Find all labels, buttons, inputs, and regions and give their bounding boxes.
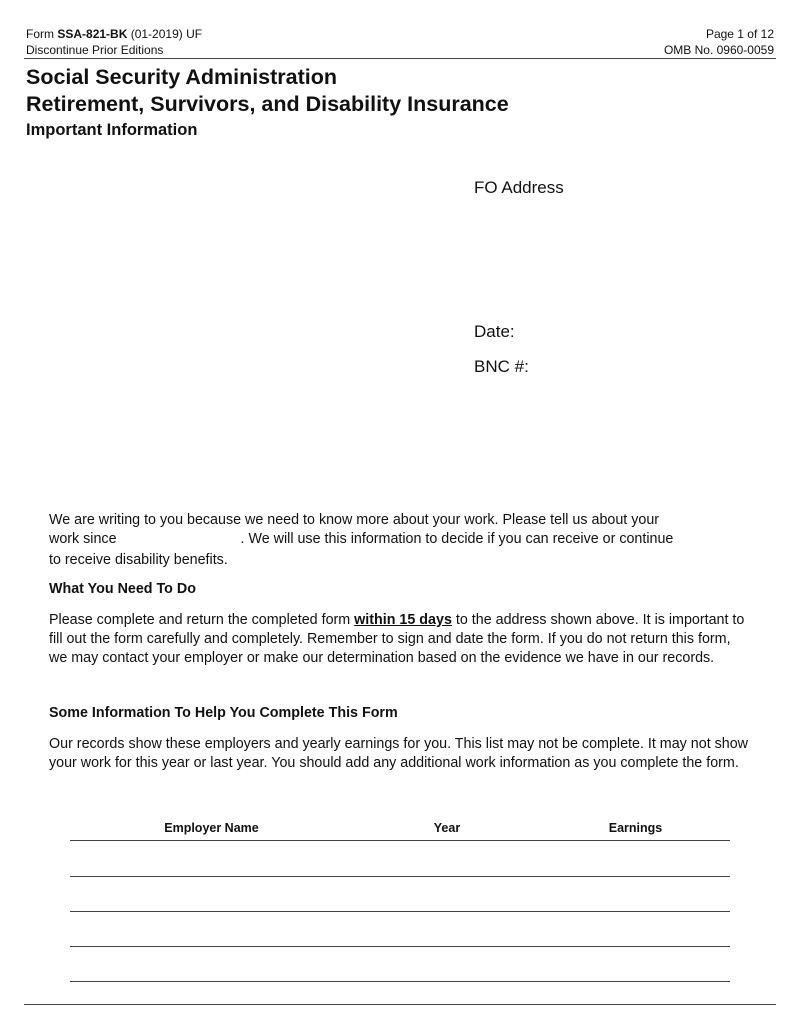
- table-header-rule: [70, 840, 730, 841]
- omb-number: OMB No. 0960-0059: [663, 43, 774, 57]
- earnings-cell: [541, 951, 730, 981]
- column-header-year: Year: [433, 821, 461, 835]
- earnings-cell: [541, 881, 730, 911]
- agency-title: Social Security Administration: [26, 65, 338, 89]
- table-row: [70, 951, 730, 981]
- earnings-cell: [541, 916, 730, 946]
- column-header-earnings: Earnings: [608, 821, 663, 835]
- footer-divider: [24, 1004, 776, 1005]
- employer-cell: [70, 846, 353, 876]
- year-cell: [353, 951, 541, 981]
- program-title: Retirement, Survivors, and Disability Insurance: [26, 92, 509, 116]
- what-to-do-text-b: to the address shown above. It is important to fill out the form carefully and completely. Remember to sign and date the form. If you do not return this form, we may contact your employer or make our determination based on the evidence we have in our records.: [49, 612, 745, 666]
- what-to-do-heading: What You Need To Do: [49, 581, 196, 597]
- year-cell: [353, 846, 541, 876]
- employer-cell: [70, 916, 353, 946]
- year-cell: [353, 881, 541, 911]
- help-text: Our records show these employers and yearly earnings for you. This list may not be complete. It may not show your work for this year or last year. You should add any additional work information as you complete the form.: [49, 736, 749, 771]
- intro-line-1: We are writing to you because we need to know more about your work. Please tell us about your: [49, 512, 660, 528]
- what-to-do-text-a: Please complete and return the completed form: [49, 612, 355, 628]
- table-row-rule: [70, 911, 730, 912]
- table-row-rule: [70, 876, 730, 877]
- employer-cell: [70, 951, 353, 981]
- form-code: SSA-821-BK: [57, 27, 128, 41]
- help-heading: Some Information To Help You Complete This Form: [49, 705, 398, 721]
- table-row-rule: [70, 981, 730, 982]
- intro-work-since: work since: [49, 531, 117, 547]
- intro-line-3: to receive disability benefits.: [49, 552, 228, 568]
- discontinue-note: Discontinue Prior Editions: [26, 43, 164, 57]
- table-row: [70, 916, 730, 946]
- employer-cell: [70, 881, 353, 911]
- form-header-right: [664, 26, 774, 58]
- form-version: (01-2019) UF: [127, 27, 203, 41]
- intro-line-2: [49, 530, 749, 549]
- year-cell: [353, 916, 541, 946]
- page-subtitle: Important Information: [26, 121, 198, 139]
- bnc-label: BNC #:: [474, 357, 529, 376]
- page-number: Page 1 of 12: [705, 27, 774, 41]
- table-row: [70, 881, 730, 911]
- form-id: [26, 26, 202, 42]
- table-row: [70, 846, 730, 876]
- form-prefix: Form: [26, 27, 58, 41]
- column-header-employer: Employer Name: [164, 821, 259, 835]
- earnings-cell: [541, 846, 730, 876]
- what-to-do-text: [49, 611, 749, 668]
- fo-address-label: FO Address: [474, 178, 564, 197]
- header-divider: [24, 58, 776, 59]
- form-header-left: [26, 26, 202, 58]
- table-row-rule: [70, 946, 730, 947]
- date-label: Date:: [474, 322, 515, 341]
- deadline-emphasis: within 15 days: [354, 612, 452, 628]
- intro-line-2-rest: . We will use this information to decide if you can receive or continue: [240, 531, 674, 547]
